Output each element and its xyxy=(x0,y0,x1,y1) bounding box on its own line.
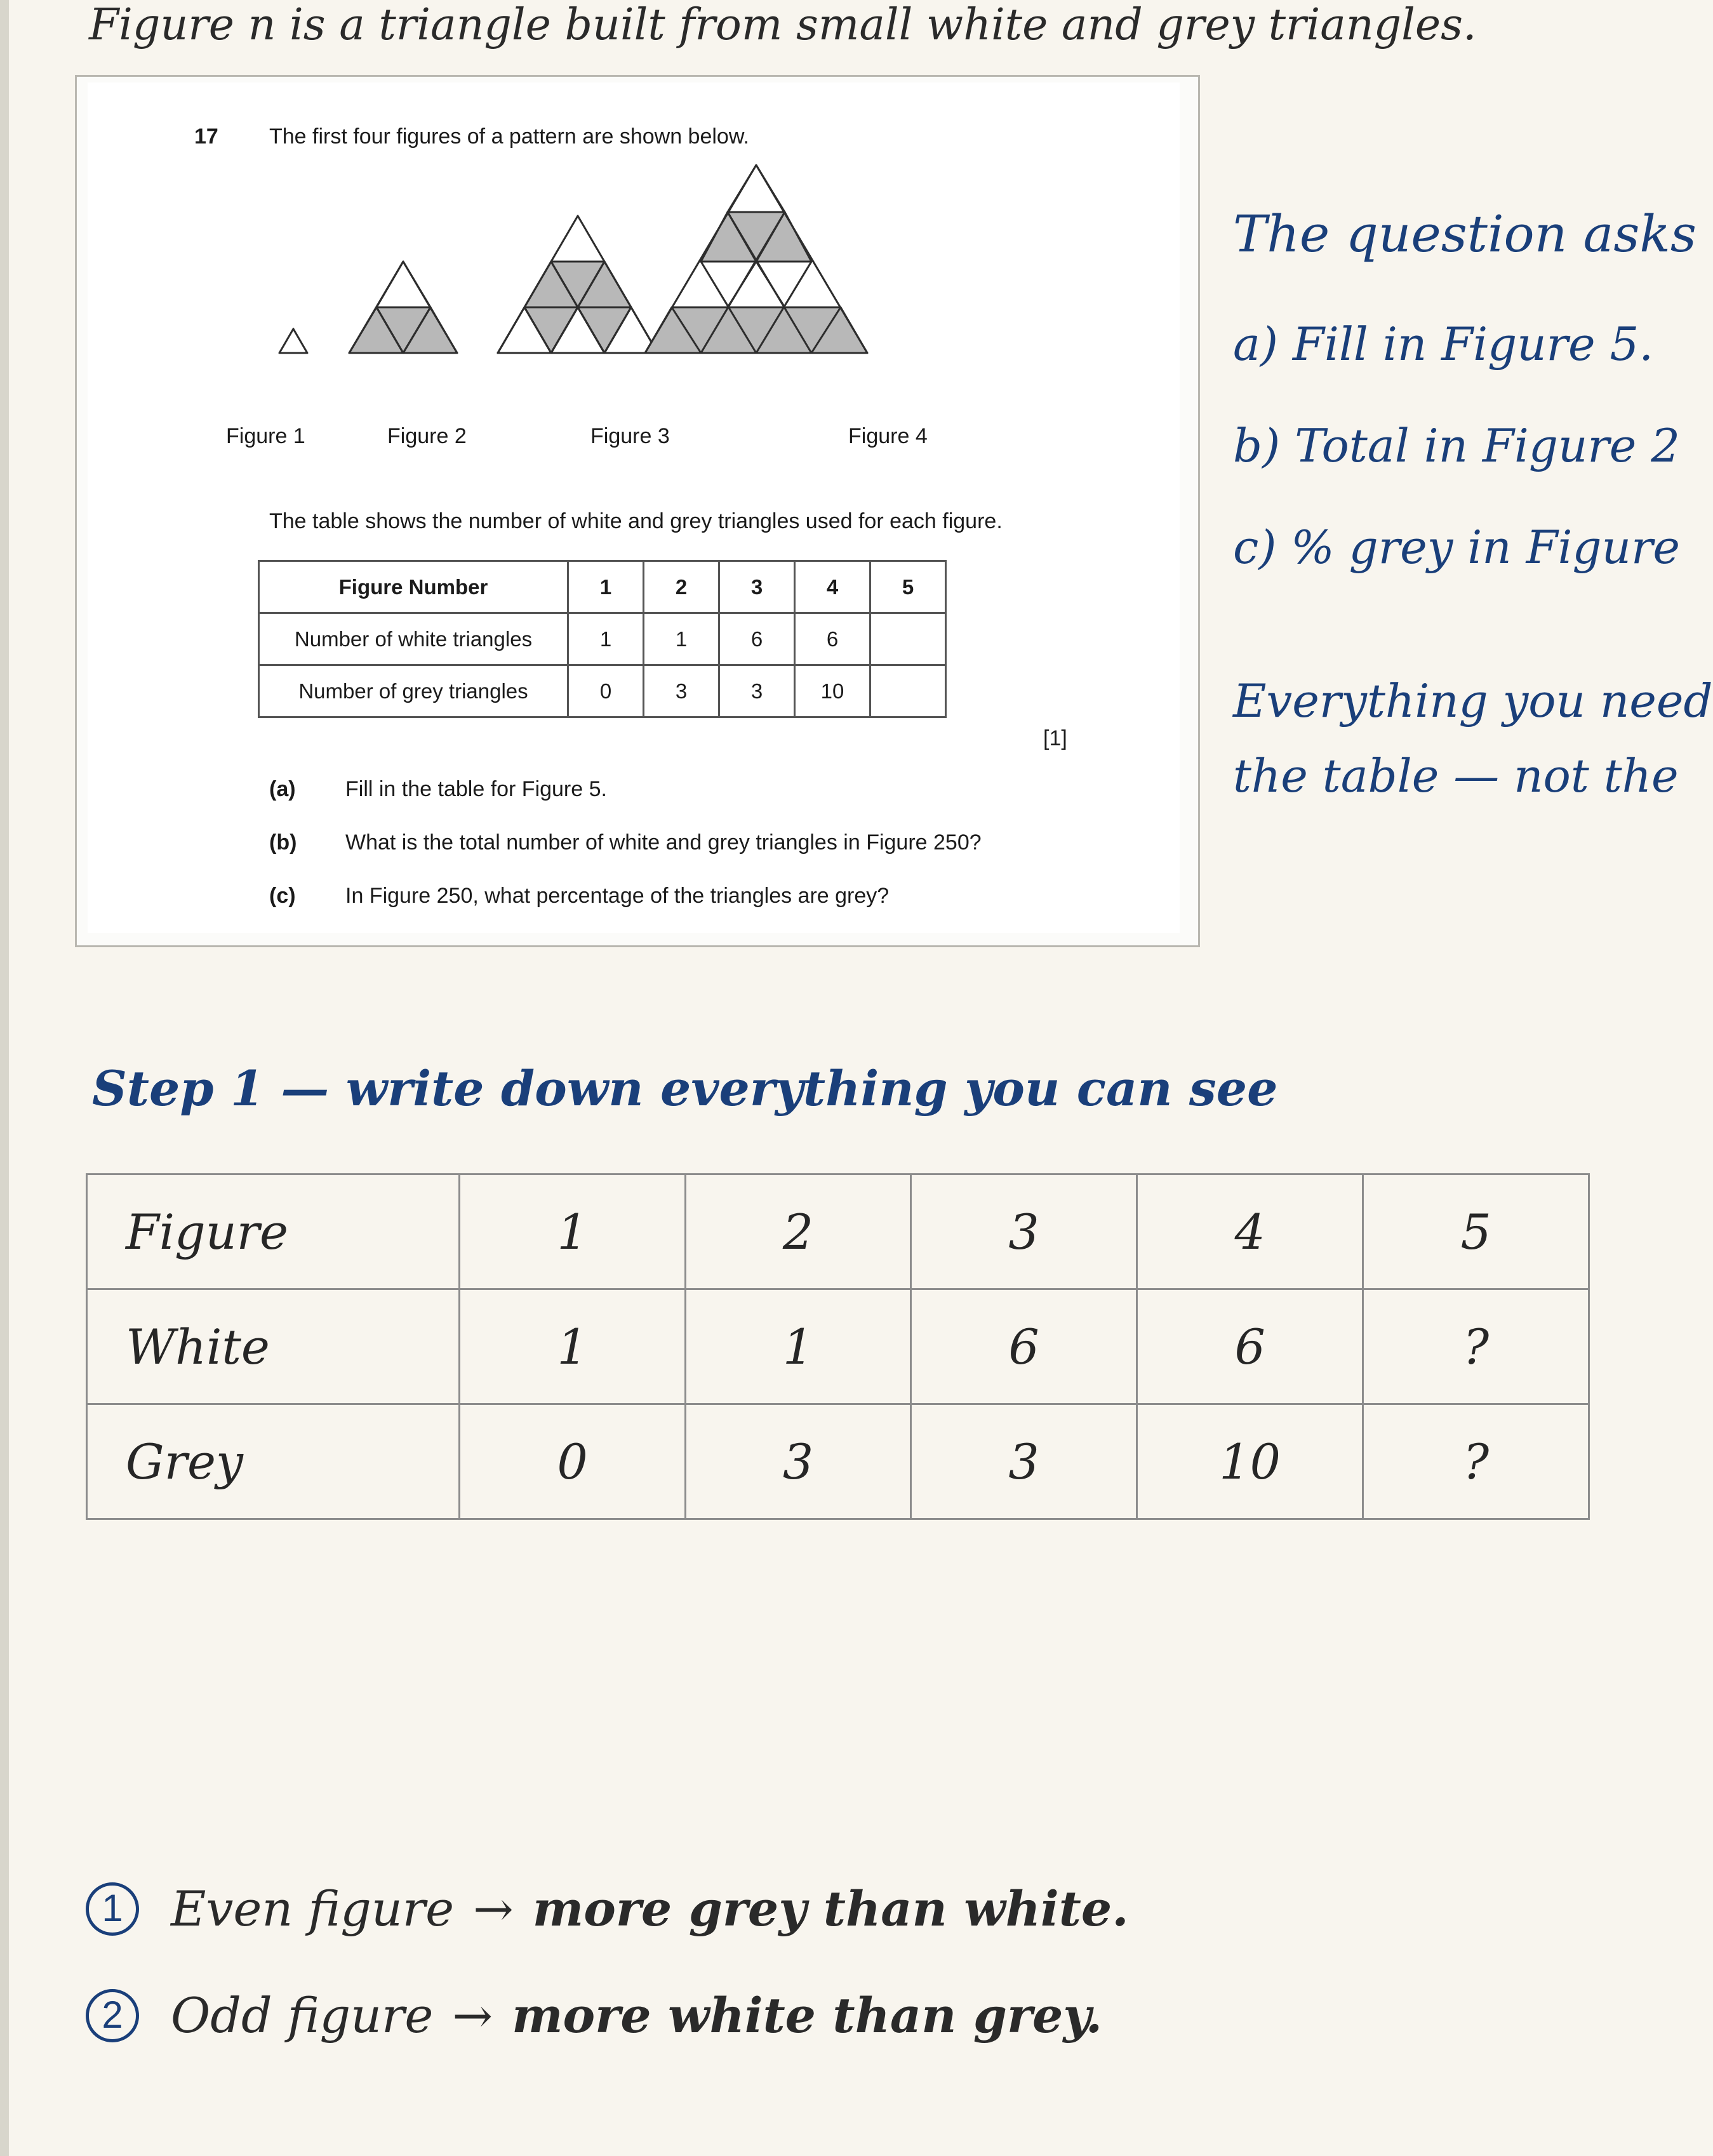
question-number: 17 xyxy=(194,124,218,149)
table-cell: ? xyxy=(1363,1404,1589,1519)
question-asks-heading: The question asks xyxy=(1233,204,1696,263)
table-cell: 1 xyxy=(460,1289,685,1404)
table-cell: 4 xyxy=(1136,1174,1363,1289)
table-cell: 1 xyxy=(460,1174,685,1289)
table-cell: ? xyxy=(1363,1289,1589,1404)
table-cell: 6 xyxy=(795,613,870,665)
exam-table xyxy=(258,560,947,718)
table-cell: 0 xyxy=(460,1404,685,1519)
exam-table-row-figure xyxy=(259,561,946,613)
figure-3-label: Figure 3 xyxy=(590,424,670,448)
table-cell-empty xyxy=(870,613,946,665)
table-cell: 3 xyxy=(911,1174,1136,1289)
notes-table xyxy=(86,1173,1590,1520)
ask-item-c: c) % grey in Figure xyxy=(1233,521,1681,574)
table-cell: 1 xyxy=(568,561,644,613)
part-b-label: (b) xyxy=(269,830,297,855)
table-cell: 0 xyxy=(568,665,644,717)
figure-2-label: Figure 2 xyxy=(387,424,467,448)
question-text: The first four figures of a pattern are shown below. xyxy=(269,124,749,149)
figure-4-triangle xyxy=(645,165,867,353)
table-cell: 10 xyxy=(795,665,870,717)
part-a-text: Fill in the table for Figure 5. xyxy=(345,777,607,801)
notes-table-row xyxy=(87,1404,1589,1519)
table-cell: 4 xyxy=(795,561,870,613)
row-header: Number of white triangles xyxy=(259,613,568,665)
table-cell: 2 xyxy=(644,561,719,613)
table-cell: 3 xyxy=(644,665,719,717)
observation-lead: Odd figure xyxy=(171,1987,434,2044)
exam-snippet xyxy=(88,83,1180,933)
observation-rest: more grey than white. xyxy=(532,1880,1129,1937)
figure-3-triangle xyxy=(498,216,658,353)
arrow-right-icon: → xyxy=(473,1880,514,1937)
ask-item-a: a) Fill in Figure 5. xyxy=(1233,317,1654,371)
table-cell: 5 xyxy=(1363,1174,1589,1289)
part-a-label: (a) xyxy=(269,777,296,801)
observation-rest: more white than grey. xyxy=(512,1987,1103,2044)
arrow-right-icon: → xyxy=(452,1987,493,2044)
table-cell: 1 xyxy=(644,613,719,665)
needs-note-line-1: Everything you need xyxy=(1233,674,1713,728)
figure-4-label: Figure 4 xyxy=(848,424,928,448)
row-header: Figure Number xyxy=(259,561,568,613)
part-c-label: (c) xyxy=(269,884,296,908)
table-cell: 3 xyxy=(719,561,795,613)
table-cell: 3 xyxy=(911,1404,1136,1519)
table-cell-empty xyxy=(870,665,946,717)
table-cell: 10 xyxy=(1136,1404,1363,1519)
figure-pattern xyxy=(88,83,1180,438)
figure-2-triangle xyxy=(349,262,457,353)
needs-note-line-2: the table — not the xyxy=(1233,749,1679,802)
table-cell: 5 xyxy=(870,561,946,613)
table-cell: 6 xyxy=(911,1289,1136,1404)
row-header: Number of grey triangles xyxy=(259,665,568,717)
notes-table-row xyxy=(87,1174,1589,1289)
part-b-text: What is the total number of white and grey triangles in Figure 250? xyxy=(345,830,982,855)
exam-table-row-white xyxy=(259,613,946,665)
left-edge xyxy=(0,0,9,2156)
circled-number-1-icon: 1 xyxy=(86,1882,139,1936)
observation-1 xyxy=(86,1880,1129,1937)
table-cell: 3 xyxy=(719,665,795,717)
part-c-text: In Figure 250, what percentage of the triangles are grey? xyxy=(345,884,890,908)
marks-label: [1] xyxy=(1043,726,1067,750)
row-label: White xyxy=(87,1289,460,1404)
row-label: Figure xyxy=(87,1174,460,1289)
figure-1-triangle xyxy=(279,329,307,353)
observation-2 xyxy=(86,1987,1102,2044)
table-cell: 6 xyxy=(719,613,795,665)
row-label: Grey xyxy=(87,1404,460,1519)
ask-item-b: b) Total in Figure 2 xyxy=(1233,419,1681,472)
table-cell: 1 xyxy=(685,1289,910,1404)
table-cell: 3 xyxy=(685,1404,910,1519)
table-lead-text: The table shows the number of white and grey triangles used for each figure. xyxy=(269,509,1003,533)
observation-lead: Even figure xyxy=(171,1880,455,1937)
table-cell: 1 xyxy=(568,613,644,665)
figure-1-label: Figure 1 xyxy=(226,424,305,448)
step-heading: Step 1 — write down everything you can see xyxy=(92,1060,1278,1117)
notes-table-row xyxy=(87,1289,1589,1404)
table-cell: 2 xyxy=(685,1174,910,1289)
table-cell: 6 xyxy=(1136,1289,1363,1404)
intro-text: Figure n is a triangle built from small white and grey triangles. xyxy=(89,0,1477,50)
circled-number-2-icon: 2 xyxy=(86,1989,139,2042)
exam-table-row-grey xyxy=(259,665,946,717)
